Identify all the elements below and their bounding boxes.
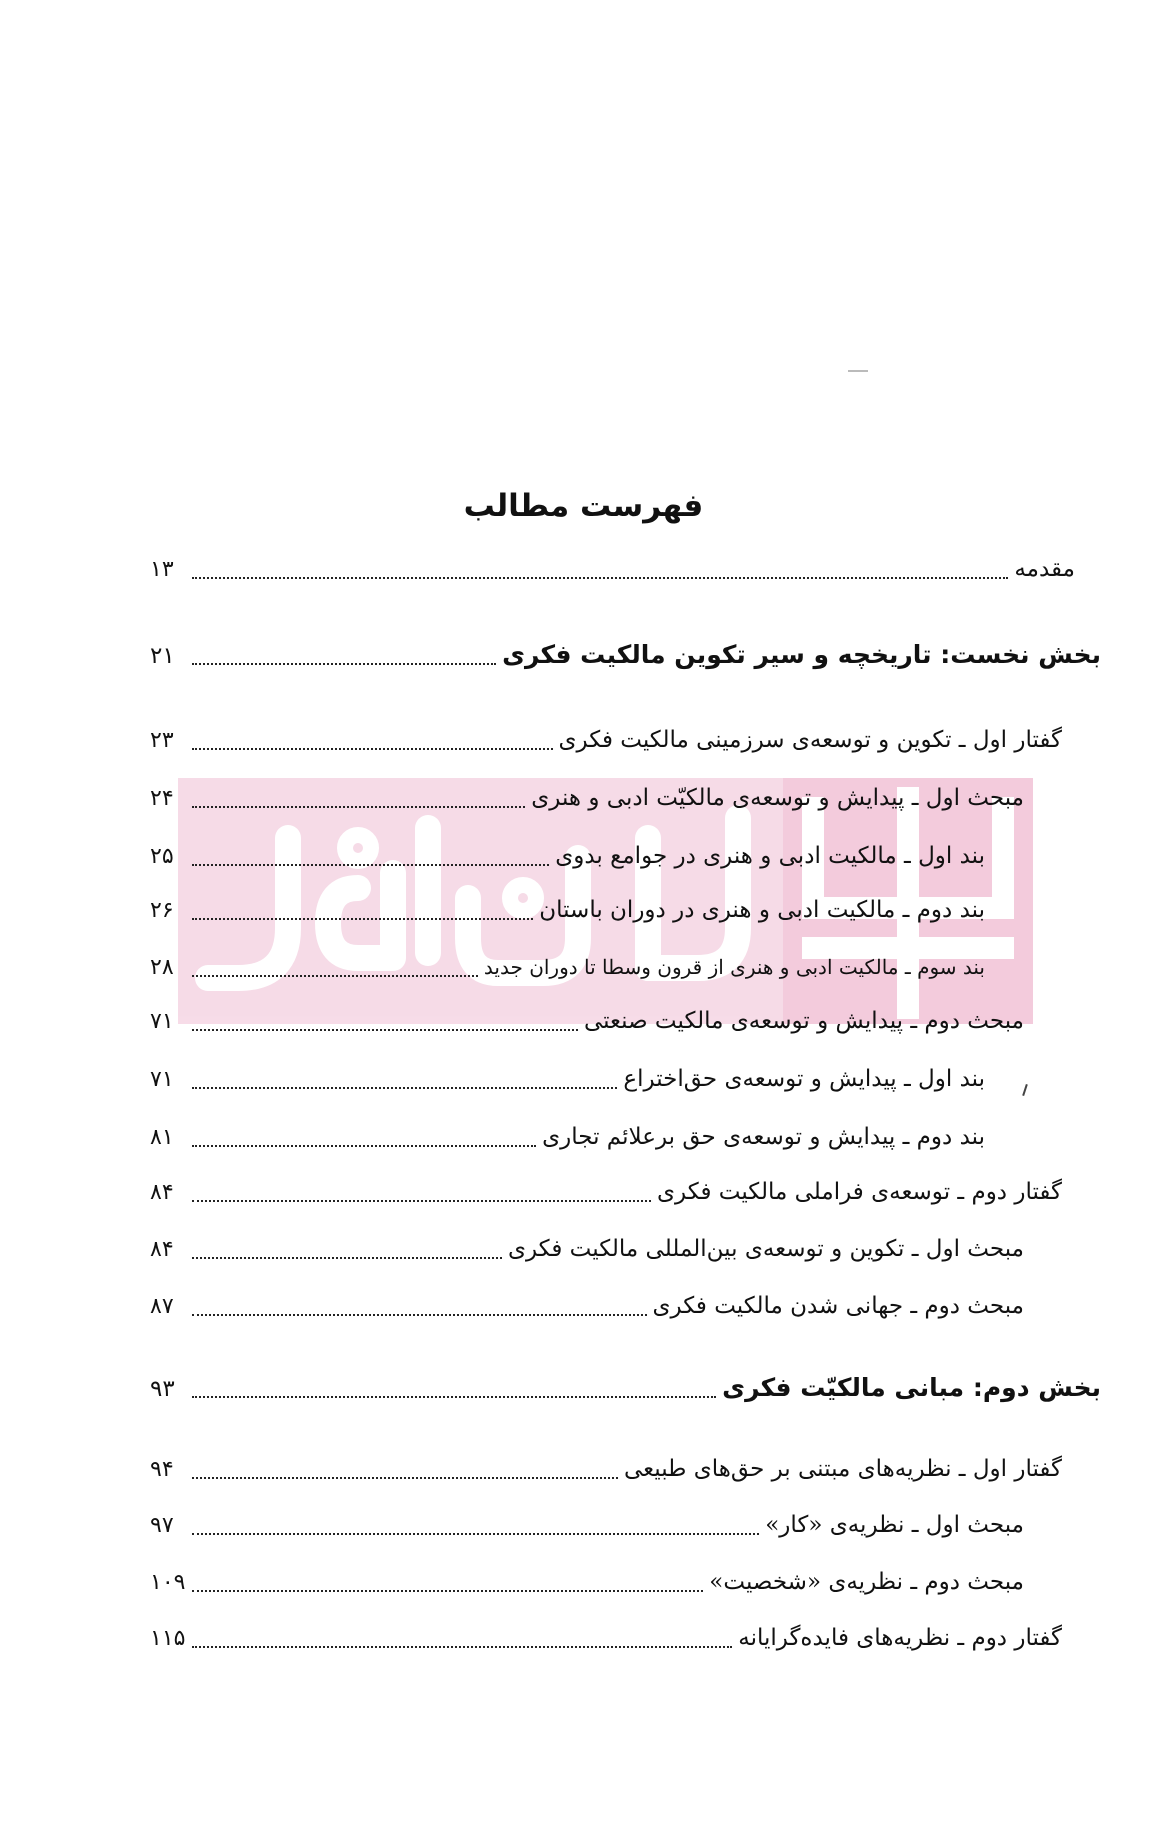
toc-page-number: ۹۴: [150, 1457, 174, 1482]
dot-leader: [192, 975, 478, 977]
toc-page-number: ۷۱: [150, 1009, 174, 1034]
toc-entry-label: بند دوم ـ پیدایش و توسعه‌ی حق برعلائم تجاری: [542, 1124, 985, 1150]
toc-page-number: ۹۷: [150, 1513, 174, 1538]
dot-leader: [192, 1477, 618, 1479]
pen-mark: [1022, 1084, 1028, 1096]
toc-entry-chapter[interactable]: [150, 1452, 1062, 1486]
toc-page-number: ۲۵: [150, 844, 174, 869]
toc-entry-label: مبحث دوم ـ نظریه‌ی «شخصیت»: [709, 1569, 1024, 1595]
toc-entry-section[interactable]: [150, 1508, 1024, 1542]
page-title: فهرست مطالب: [463, 488, 704, 524]
dot-leader: [192, 806, 525, 808]
dot-leader: [192, 1200, 651, 1202]
toc-entry-chapter[interactable]: [150, 723, 1062, 757]
dot-leader: [192, 1590, 703, 1592]
toc-entry-label: بخش نخست: تاریخچه و سیر تکوین مالکیت فکری: [502, 640, 1101, 669]
toc-entry-label: گفتار اول ـ تکوین و توسعه‌ی سرزمینی مالکیت فکری: [558, 727, 1062, 753]
dot-leader: [192, 748, 553, 750]
dot-leader: [192, 864, 549, 866]
toc-entry-subsection[interactable]: [150, 1062, 985, 1096]
toc-entry-label: مبحث اول ـ پیدایش و توسعه‌ی مالکیّت ادبی و هنری: [531, 785, 1024, 811]
toc-entry-subsection[interactable]: [150, 839, 985, 873]
toc-page-number: ۹۳: [150, 1376, 175, 1402]
toc-entry-label: بند اول ـ پیدایش و توسعه‌ی حق‌اختراع: [623, 1066, 985, 1092]
toc-page-number: ۲۶: [150, 898, 174, 923]
toc-entry-chapter[interactable]: [150, 1175, 1062, 1209]
toc-entry-introduction[interactable]: [150, 552, 1075, 586]
toc-page-number: ۸۱: [150, 1125, 174, 1150]
toc-entry-label: گفتار دوم ـ نظریه‌های فایده‌گرایانه: [738, 1625, 1062, 1651]
toc-entry-section[interactable]: [150, 1232, 1024, 1266]
dot-leader: [192, 1029, 578, 1031]
scan-speck: [848, 370, 868, 372]
toc-entry-section[interactable]: [150, 1004, 1024, 1038]
dot-leader: [192, 1646, 732, 1648]
toc-page-number: ۲۳: [150, 728, 174, 753]
toc-entry-section[interactable]: [150, 1289, 1024, 1323]
toc-page-number: ۱۱۵: [150, 1626, 186, 1651]
toc-page-number: ۷۱: [150, 1067, 174, 1092]
toc-entry-label: بخش دوم: مبانی مالکیّت فکری: [722, 1373, 1101, 1402]
dot-leader: [192, 1257, 502, 1259]
toc-entry-label: بند دوم ـ مالکیت ادبی و هنری در دوران باستان: [539, 897, 985, 923]
toc-entry-subsection[interactable]: [150, 950, 985, 984]
toc-entry-label: گفتار اول ـ نظریه‌های مبتنی بر حق‌های طبیعی: [624, 1456, 1062, 1482]
toc-entry-chapter[interactable]: [150, 1621, 1062, 1655]
toc-entry-label: مبحث اول ـ تکوین و توسعه‌ی بین‌المللی مالکیت فکری: [507, 1236, 1024, 1262]
toc-page-number: ۱۳: [150, 557, 174, 582]
toc-entry-label: مبحث اول ـ نظریه‌ی «کار»: [765, 1512, 1024, 1538]
toc-page-number: ۱۰۹: [150, 1570, 186, 1595]
toc-page-number: ۲۴: [150, 786, 174, 811]
toc-entry-subsection[interactable]: [150, 893, 985, 927]
toc-page-number: ۸۴: [150, 1180, 174, 1205]
toc-entry-section[interactable]: [150, 781, 1024, 815]
toc-entry-label: بند اول ـ مالکیت ادبی و هنری در جوامع بدوی: [555, 843, 985, 869]
toc-entry-label: مقدمه: [1014, 556, 1075, 582]
dot-leader: [192, 1396, 716, 1398]
toc-page-number: ۸۴: [150, 1237, 174, 1262]
toc-entry-subsection[interactable]: [150, 1120, 985, 1154]
dot-leader: [192, 577, 1008, 579]
toc-page-number: ۲۱: [150, 643, 175, 669]
toc-entry-label: گفتار دوم ـ توسعه‌ی فراملی مالکیت فکری: [657, 1179, 1062, 1205]
dot-leader: [192, 1087, 617, 1089]
toc-entry-label: بند سوم ـ مالکیت ادبی و هنری از قرون وسطا تا دوران جدید: [483, 955, 985, 979]
dot-leader: [192, 1533, 759, 1535]
dot-leader: [192, 1145, 536, 1147]
toc-page-number: ۲۸: [150, 955, 174, 980]
toc-entry-part-one[interactable]: [150, 638, 1101, 672]
dot-leader: [192, 1314, 647, 1316]
toc-entry-section[interactable]: [150, 1565, 1024, 1599]
toc-entry-label: مبحث دوم ـ جهانی شدن مالکیت فکری: [652, 1293, 1024, 1319]
dot-leader: [192, 918, 533, 920]
toc-entry-label: مبحث دوم ـ پیدایش و توسعه‌ی مالکیت صنعتی: [583, 1008, 1024, 1034]
toc-page-number: ۸۷: [150, 1294, 174, 1319]
dot-leader: [192, 663, 496, 665]
toc-entry-part-two[interactable]: [150, 1371, 1101, 1405]
